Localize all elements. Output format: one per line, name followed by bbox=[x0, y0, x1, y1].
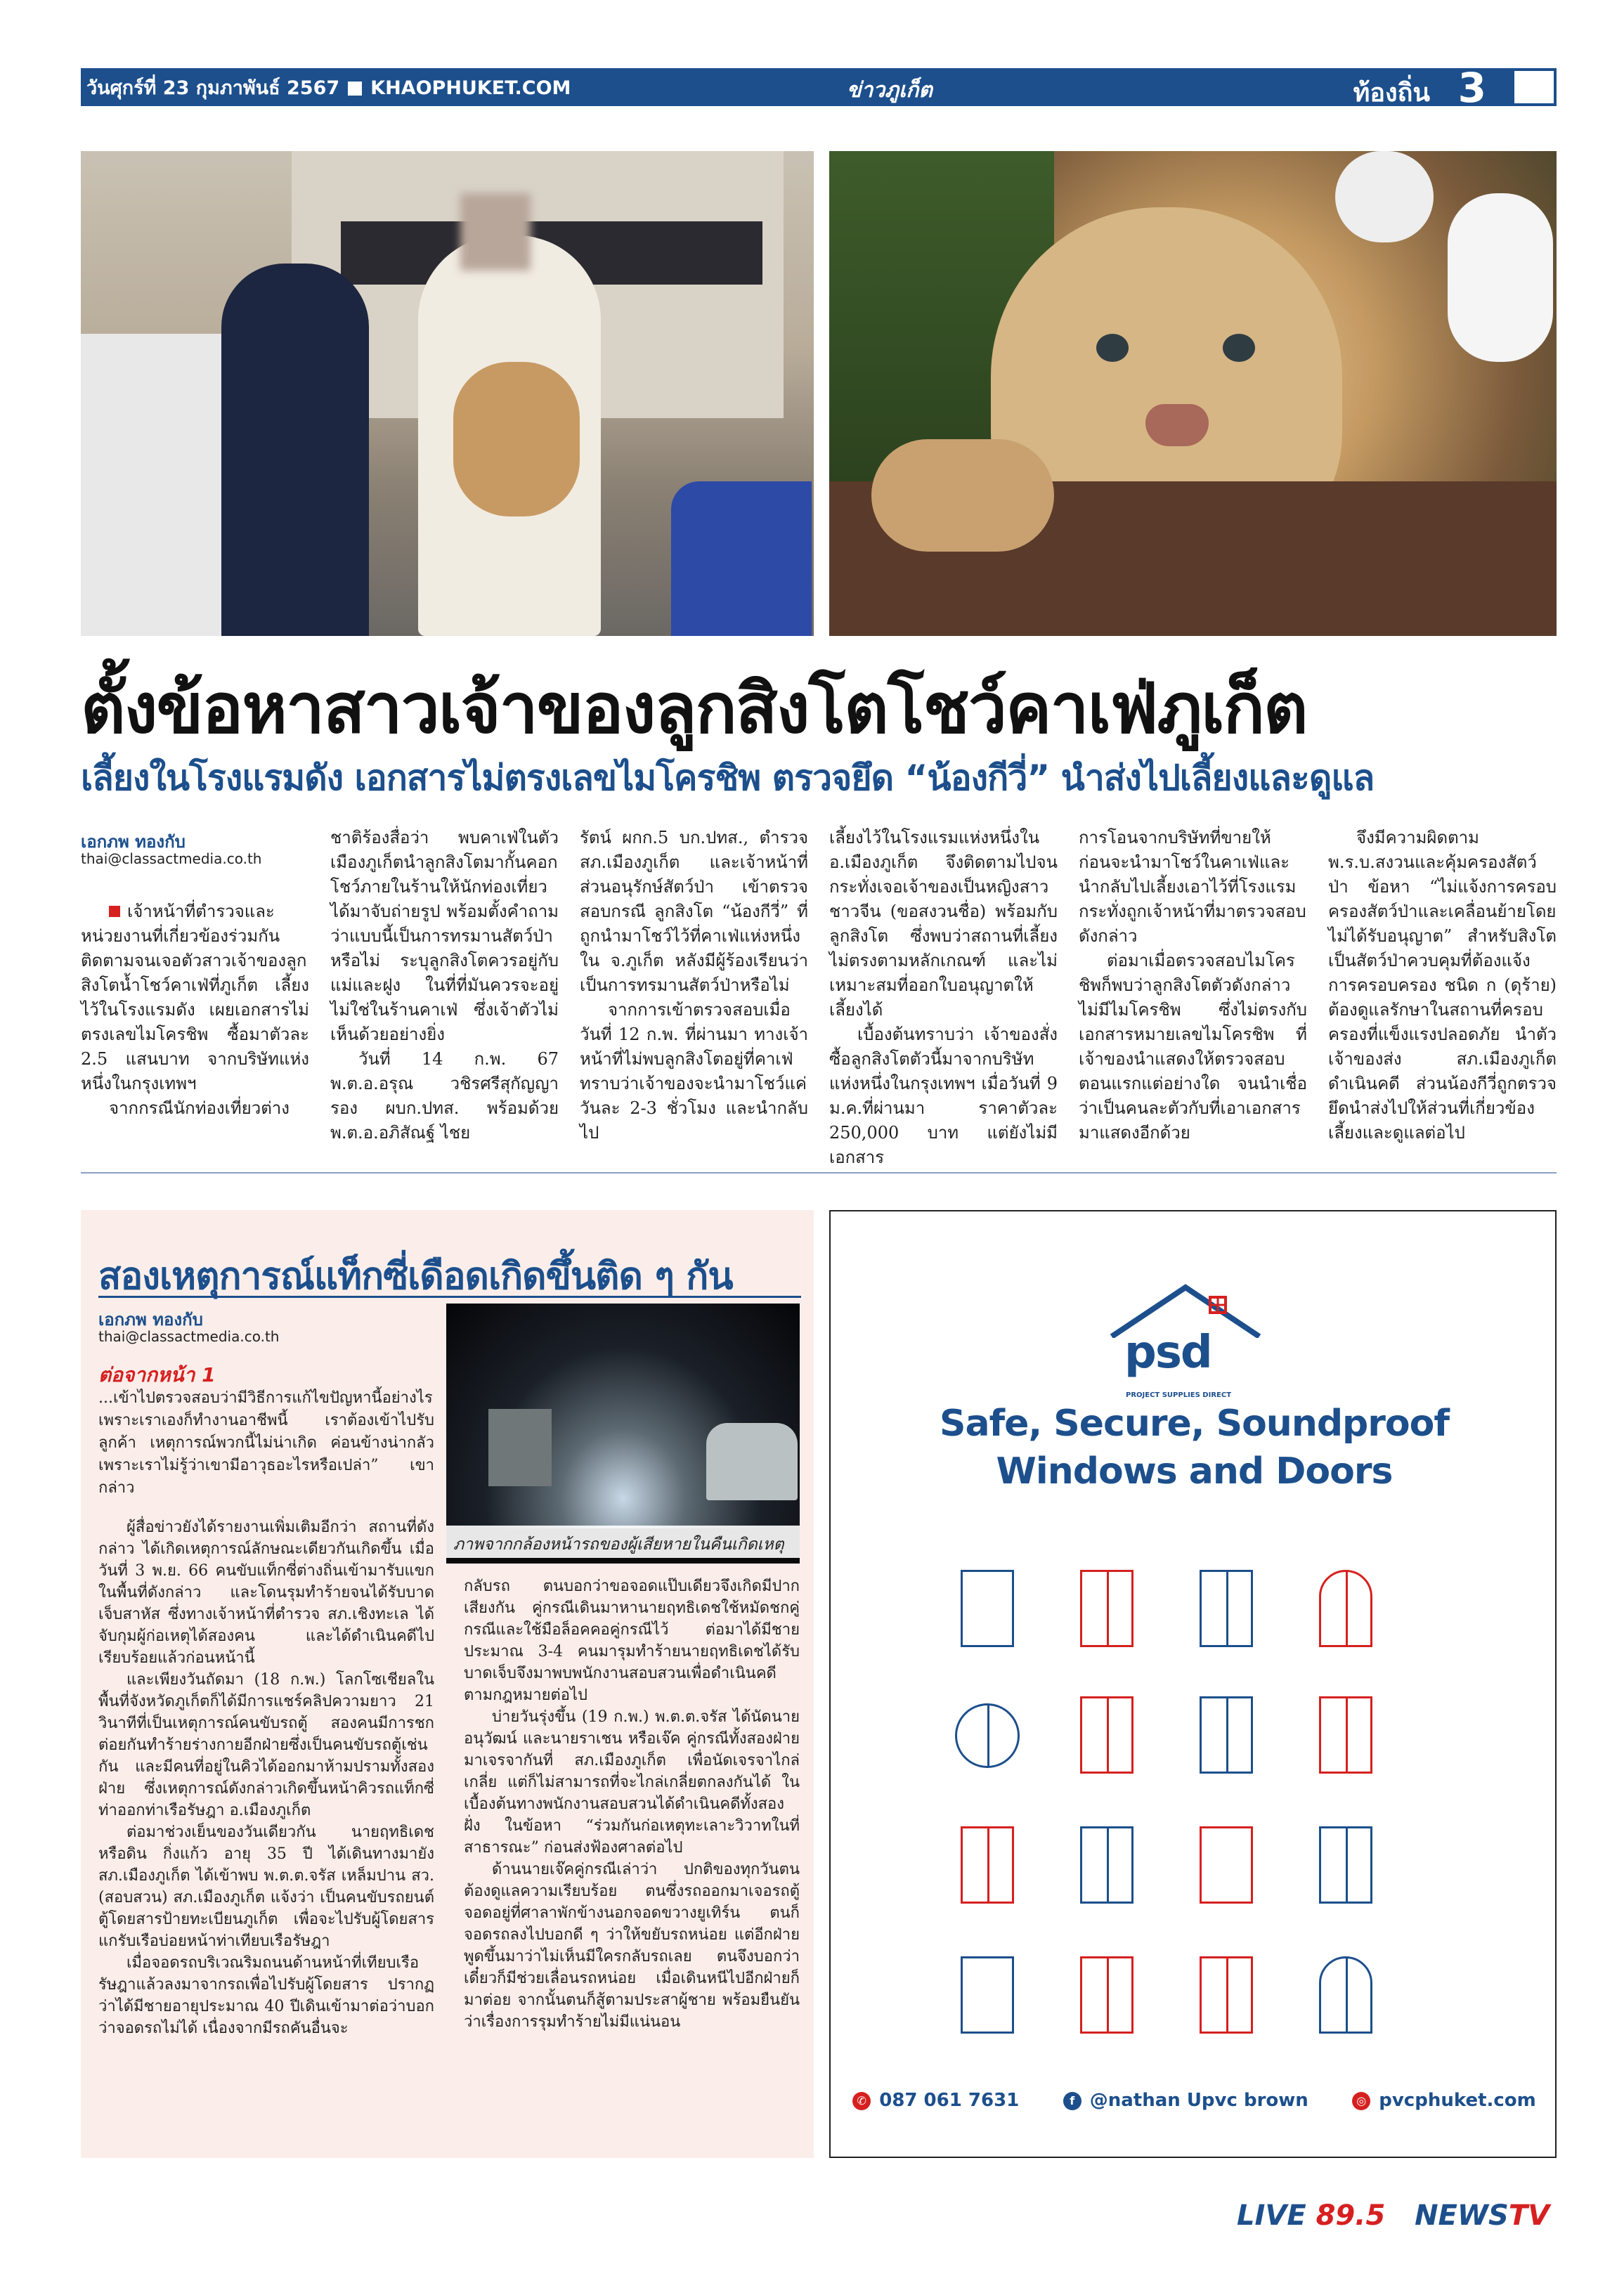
website-contact[interactable]: ◎ pvcphuket.com bbox=[1352, 2090, 1536, 2111]
window-icon bbox=[1200, 1696, 1253, 1774]
window-icon bbox=[1080, 1826, 1133, 1904]
page-number: 3 bbox=[1457, 64, 1486, 112]
window-icon bbox=[1200, 1956, 1253, 2034]
psd-wordmark: psd bbox=[1124, 1327, 1211, 1379]
tuk-tuk bbox=[488, 1409, 552, 1486]
police-officer bbox=[221, 264, 369, 636]
page-header bbox=[81, 64, 1557, 112]
ad-headline-line2: Windows and Doors bbox=[996, 1450, 1393, 1493]
cub-eye bbox=[1096, 334, 1129, 362]
article-column-5 bbox=[1079, 826, 1307, 1145]
window-icon bbox=[961, 1826, 1014, 1904]
article-column-1 bbox=[81, 899, 309, 1121]
article-column-4 bbox=[829, 826, 1058, 1170]
ad-headline-line1: Safe, Secure, Soundproof bbox=[940, 1403, 1449, 1445]
byline-author: เอกภพ ทองกับ bbox=[98, 1310, 203, 1330]
window-icon bbox=[1080, 1696, 1133, 1774]
paragraph: จากการเข้าตรวจสอบเมื่อวันที่ 12 ก.พ. ที่ผ่านมา ทางเจ้าหน้าที่ไม่พบลูกสิงโตอยู่ที่คาเฟ่ ทราบว่าเจ้าของจะนำมาโชว์แค่วันละ 2-3 ชั่วโมง และนำกลับไป bbox=[580, 1000, 808, 1143]
news-logo: NEWS bbox=[1415, 2199, 1509, 2232]
tv-logo: TV bbox=[1508, 2199, 1550, 2232]
section-name: ท้องถิ่น bbox=[1353, 79, 1430, 108]
header-site: KHAOPHUKET.COM bbox=[370, 77, 571, 99]
window-icon bbox=[961, 1956, 1014, 2034]
article-column-2 bbox=[330, 826, 559, 1145]
window-icon bbox=[955, 1703, 1020, 1768]
lion-cub bbox=[453, 362, 580, 516]
panda-toy bbox=[1335, 151, 1434, 242]
phone-icon: ✆ bbox=[852, 2092, 871, 2110]
paragraph: กลับรถ ตนบอกว่าขอจอดแป๊บเดียวจึงเกิดมีปากเสียงกัน คู่กรณีเดินมาหานายฤทธิเดชใช้หมัดชกคู่กรณีและใช้มือล็อคคอคู่กรณีไว้ ต่อมาได้มีชายประมาณ 3-4 คนมารุมทำร้ายนายฤทธิเดชได้รับบาดเจ็บจึงมาพบพนักงานสอบสวนเพื่อดำเนินคดีตามกฎหมายต่อไป bbox=[464, 1578, 800, 1704]
footer-logos bbox=[1237, 2199, 1550, 2232]
byline-email: thai@classactmedia.co.th bbox=[98, 1328, 280, 1345]
header-date-site bbox=[86, 72, 571, 103]
window-icon bbox=[1200, 1826, 1253, 1904]
square-icon bbox=[348, 82, 362, 96]
window-icon bbox=[1080, 1570, 1133, 1647]
main-headline: ตั้งข้อหาสาวเจ้าของลูกสิงโตโชว์คาเฟ่ภูเก็ต bbox=[81, 669, 1307, 749]
title-rule bbox=[98, 1296, 801, 1298]
continued-label: ต่อจากหน้า 1 bbox=[98, 1363, 216, 1386]
dashcam-photo bbox=[446, 1304, 800, 1564]
cub-eye bbox=[1223, 334, 1255, 362]
photo-caption: ภาพจากกล้องหน้ารถของผู้เสียหายในคืนเกิดเหตุ bbox=[446, 1526, 800, 1558]
window-icon bbox=[1319, 1826, 1372, 1904]
paragraph: ต่อมาเมื่อตรวจสอบไมโครชิพก็พบว่าลูกสิงโตตัวดังกล่าวไม่มีไมโครชิพ ซึ่งไม่ตรงกับเอกสารหมายเลขไมโครชิพ ที่เจ้าของนำแสดงให้ตรวจสอบตอนแรกแต่อย่างใด จนนำเชื่อว่าเป็นคนละตัวกับที่เอาเอกสารมาแสดงอีกด้วย bbox=[1079, 951, 1307, 1143]
taxi-story-box bbox=[81, 1210, 814, 2158]
cub-nose bbox=[1145, 404, 1209, 446]
paragraph: วันที่ 14 ก.พ. 67 พ.ต.อ.อรุณ วชิรศรีสุกัญญา รอง ผบก.ปทส. พร้อมด้วย พ.ต.อ.อภิสัณฐ์ ไชย bbox=[330, 1049, 559, 1143]
section-divider bbox=[81, 1172, 1557, 1174]
paragraph: ต่อมาช่วงเย็นของวันเดียวกัน นายฤทธิเดช หรือดิน กิ่งแก้ว อายุ 35 ปี ได้เดินทางมายัง สภ.เมืองภูเก็ต ได้เข้าพบ พ.ต.ต.จรัส เหล็มปาน สว.(สอบสวน) สภ.เมืองภูเก็ต แจ้งว่า เป็นคนขับรถยนต์ตู้โดยสารป้ายทะเบียนภูเก็ต เพื่อจะไปรับผู้โดยสารแกรับเรือบ่อยหน้าท่าเทียบเรือรัษฎา bbox=[98, 1824, 434, 1950]
window-icon bbox=[961, 1570, 1014, 1647]
psd-logo bbox=[1112, 1282, 1259, 1401]
window-icon bbox=[1319, 1696, 1372, 1774]
header-date: วันศุกร์ที่ 23 กุมภาพันธ์ 2567 bbox=[86, 77, 340, 99]
phone-contact[interactable]: ✆ 087 061 7631 bbox=[852, 2090, 1019, 2111]
parked-car bbox=[706, 1423, 798, 1500]
paragraph: จึงมีความผิดตาม พ.ร.บ.สงวนและคุ้มครองสัตว์ป่า ข้อหา “ไม่แจ้งการครอบครองสัตว์ป่าและเคลื่อนย้ายโดยไม่ได้รับอนุญาต” สำหรับสิงโต เป็นสัตว์ป่าควบคุมที่ต้องแจ้งการครอบครอง ชนิด ก (ดุร้าย) ต้องดูแลรักษาในสถานที่ครอบครองที่แข็งแรงปลอดภัย นำตัวเจ้าของส่ง สภ.เมืองภูเก็ต ดำเนินคดี ส่วนน้องกีวี่ถูกตรวจยึดนำส่งไปให้ส่วนที่เกี่ยวข้องเลี้ยงและดูแลต่อไป bbox=[1328, 828, 1557, 1143]
article-column-6 bbox=[1328, 826, 1557, 1145]
paragraph: เบื้องต้นทราบว่า เจ้าของสั่งซื้อลูกสิงโตตัวนี้มาจากบริษัทแห่งหนึ่งในกรุงเทพฯ เมื่อวันที่ 9 ม.ค.ที่ผ่านมา ราคาตัวละ 250,000 บาท แต่ยังไม่มีเอกสาร bbox=[829, 1025, 1058, 1167]
paragraph: ชาติร้องสื่อว่า พบคาเฟ่ในตัวเมืองภูเก็ตนำลูกสิงโตมากั้นคอกโชว์ภายในร้านให้นักท่องเที่ยวได้มาจับถ่ายรูป พร้อมตั้งคำถามว่าแบบนี้เป็นการทรมานสัตว์ป่าหรือไม่ ระบุลูกสิงโตควรอยู่กับแม่และฝูง ในที่ที่มันควรจะอยู่ ไม่ใช่ในร้านคาเฟ่ ซึ่งเจ้าตัวไม่เห็นด้วยอย่างยิ่ง bbox=[330, 828, 559, 1044]
pickup-truck bbox=[81, 334, 242, 636]
bullet-icon bbox=[109, 906, 120, 917]
main-subheadline: เลี้ยงในโรงแรมดัง เอกสารไม่ตรงเลขไมโครชิพ ตรวจยึด “น้องกีวี่” นำส่งไปเลี้ยงและดูแล bbox=[81, 758, 1375, 798]
paragraph: รัตน์ ผกก.5 บก.ปทส., ตำรวจ สภ.เมืองภูเก็ต และเจ้าหน้าที่ส่วนอนุรักษ์สัตว์ป่า เข้าตรวจสอบกรณี ลูกสิงโต “น้องกีวี่” ที่ถูกนำมาโชว์ไว้ที่คาเฟ่แห่งหนึ่งใน จ.ภูเก็ต หลังมีผู้ร้องเรียนว่าเป็นการทรมานสัตว์ป่าหรือไม่ bbox=[580, 828, 808, 995]
taxi-headline: สองเหตุการณ์แท็กซี่เดือดเกิดขึ้นติด ๆ กัน bbox=[98, 1255, 733, 1298]
window-icon bbox=[1319, 1570, 1372, 1647]
paragraph: ด้านนายเจ๊คคู่กรณีเล่าว่า ปกติของทุกวันตนต้องดูแลความเรียบร้อย ตนซึ่งรถออกมาเจอรถตู้จอดอยู่ที่ศาลาพักข้างนอกจอดขวางยูเทิร์น ตนก็จอดรถลงไปบอกดี ๆ ว่าให้ขยับรถหน่อย แต่อีกฝ่ายพูดขึ้นมาว่าไม่เห็นมีใครกลับรถเลย ตนจึงบอกว่าเดี๋ยวก็มีช่วยเลื่อนรถหน่อย เมื่อเดินหนีไปอีกฝ่ายก็มาต่อย จากนั้นตนก็สู้ตามประสาผู้ชาย พร้อมยืนยันว่าเรื่องการรุมทำร้ายไม่มีแน่นอน bbox=[464, 1861, 800, 2031]
taxi-column-right bbox=[464, 1575, 800, 2033]
facebook-contact[interactable]: f @nathan Upvc brown bbox=[1063, 2090, 1308, 2111]
paragraph: เจ้าหน้าที่ตำรวจและหน่วยงานที่เกี่ยวข้องร่วมกันติดตามจนเจอตัวสาวเจ้าของลูกสิงโตน้ำโชว์คาเฟ่ที่ภูเก็ต เลี้ยงไว้ในโรงแรมดัง เผยเอกสารไม่ตรงเลขไมโครชิพ ซื้อมาตัวละ 2.5 แสนบาท จากบริษัทแห่งหนึ่งในกรุงเทพฯ bbox=[81, 902, 309, 1093]
panda-toy bbox=[1448, 193, 1553, 362]
window-icon bbox=[1200, 1570, 1253, 1647]
paragraph: การโอนจากบริษัทที่ขายให้ ก่อนจะนำมาโชว์ในคาเฟ่และนำกลับไปเลี้ยงเอาไว้ที่โรงแรม กระทั่งถูกเจ้าหน้าที่มาตรวจสอบดังกล่าว bbox=[1079, 828, 1306, 946]
psd-tagline: PROJECT SUPPLIES DIRECT bbox=[1126, 1391, 1232, 1399]
byline-email: thai@classactmedia.co.th bbox=[81, 850, 262, 867]
cub-paw bbox=[871, 439, 1054, 552]
byline-author: เอกภพ ทองกับ bbox=[81, 832, 186, 852]
photo-police-with-woman-and-cub bbox=[81, 151, 814, 636]
taxi-column-left bbox=[98, 1516, 434, 2039]
corner-icon bbox=[1512, 68, 1557, 106]
newspaper-logo: ข่าวภูเก็ต bbox=[847, 78, 933, 103]
taxi-column-left-top bbox=[98, 1387, 434, 1500]
live-logo: LIVE bbox=[1237, 2199, 1306, 2232]
psd-advertisement bbox=[829, 1210, 1557, 2158]
article-column-3 bbox=[580, 826, 808, 1145]
window-icon bbox=[1319, 1956, 1372, 2034]
window-icon bbox=[1080, 1956, 1133, 2034]
photo-lion-cub-closeup bbox=[829, 151, 1557, 636]
paragraph: และเพียงวันถัดมา (18 ก.พ.) โลกโซเชียลในพื้นที่จังหวัดภูเก็ตก็ได้มีการแชร์คลิปความยาว 21 วินาทีที่เป็นเหตุการณ์คนขับรถตู้ สองคนมีการชกต่อยกันทำร้ายร่างกายอีกฝ่ายซึ่งเป็นคนขับรถตู้เช่นกัน และมีคนที่อยู่ในคิวได้ออกมาห้ามปรามทั้งสองฝ่าย ซึ่งเหตุการณ์ดังกล่าวเกิดขึ้นหน้าคิวรถแท็กซี่ท่าออกท่าเรือรัษฎา อ.เมืองภูเก็ต bbox=[98, 1671, 434, 1819]
ad-contacts bbox=[831, 2090, 1558, 2111]
paragraph: ...เข้าไปตรวจสอบว่ามีวิธีการแก้ไขปัญหานี้อย่างไร เพราะเราเองก็ทำงานอาชีพนี้ เราต้องเข้าไปรับลูกค้า เหตุการณ์พวกนี้ไม่น่าเกิด ค่อนข้างน่ากลัว เพราะเราไม่รู้ว่าเขามีอาวุธอะไรหรือเปล่า” เขากล่าว bbox=[98, 1389, 434, 1497]
paragraph: เลี้ยงไว้ในโรงแรมแห่งหนึ่งใน อ.เมืองภูเก็ต จึงติดตามไปจนกระทั่งเจอเจ้าของเป็นหญิงสาวชาวจีน (ขอสงวนชื่อ) พร้อมกับลูกสิงโต ซึ่งพบว่าสถานที่เลี้ยงไม่ตรงตามหลักเกณฑ์ และไม่เหมาะสมที่ออกใบอนุญาตให้เลี้ยงได้ bbox=[829, 828, 1058, 1020]
paragraph: เมื่อจอดรถบริเวณริมถนนด้านหน้าที่เทียบเรือรัษฎาแล้วลงมาจากรถเพื่อไปรับผู้โดยสาร ปรากฏว่าได้มีชายอายุประมาณ 40 ปีเดินเข้ามาต่อว่าบอกว่าจอดรถไม่ได้ เนื่องจากมีรถคันอื่นจะ bbox=[98, 1954, 434, 2037]
motorbike bbox=[671, 481, 812, 636]
globe-icon: ◎ bbox=[1352, 2092, 1370, 2110]
facebook-icon: f bbox=[1063, 2092, 1081, 2110]
blurred-face bbox=[460, 193, 531, 271]
paragraph: บ่ายวันรุ่งขึ้น (19 ก.พ.) พ.ต.ต.จรัส ได้นัดนายอนุวัฒน์ และนายราเชน หรือเจ๊ค คู่กรณีทั้งสองฝ่ายมาเจรจากันที่ สภ.เมืองภูเก็ต เพื่อนัดเจรจาไกล่เกลี่ย แต่ก็ไม่สามารถที่จะไกล่เกลี่ยตกลงกันได้ ในเบื้องต้นทางพนักงานสอบสวนได้ดำเนินคดีทั้งสองฝั่ง ในข้อหา “ร่วมกันก่อเหตุทะเลาะวิวาทในที่สาธารณะ” ก่อนส่งฟ้องศาลต่อไป bbox=[464, 1708, 800, 1857]
paragraph: จากกรณีนักท่องเที่ยวต่าง bbox=[109, 1098, 290, 1118]
paragraph: ผู้สื่อข่าวยังได้รายงานเพิ่มเติมอีกว่า สถานที่ดังกล่าว ได้เกิดเหตุการณ์ลักษณะเดียวกันเกิดขึ้น เมื่อวันที่ 3 พ.ย. 66 คนขับแท็กซี่ต่างถิ่นเข้ามารับแขกในพื้นที่ดังกล่าว และโดนรุมทำร้ายจนได้รับบาดเจ็บสาหัส ซึ่งทางเจ้าหน้าที่ตำรวจ สภ.เชิงทะเล ได้จับกุมผู้ก่อเหตุได้สองคน และได้ดำเนินคดีไปเรียบร้อยแล้วก่อนหน้านี้ bbox=[98, 1519, 434, 1667]
radio-frequency: 89.5 bbox=[1316, 2199, 1386, 2232]
